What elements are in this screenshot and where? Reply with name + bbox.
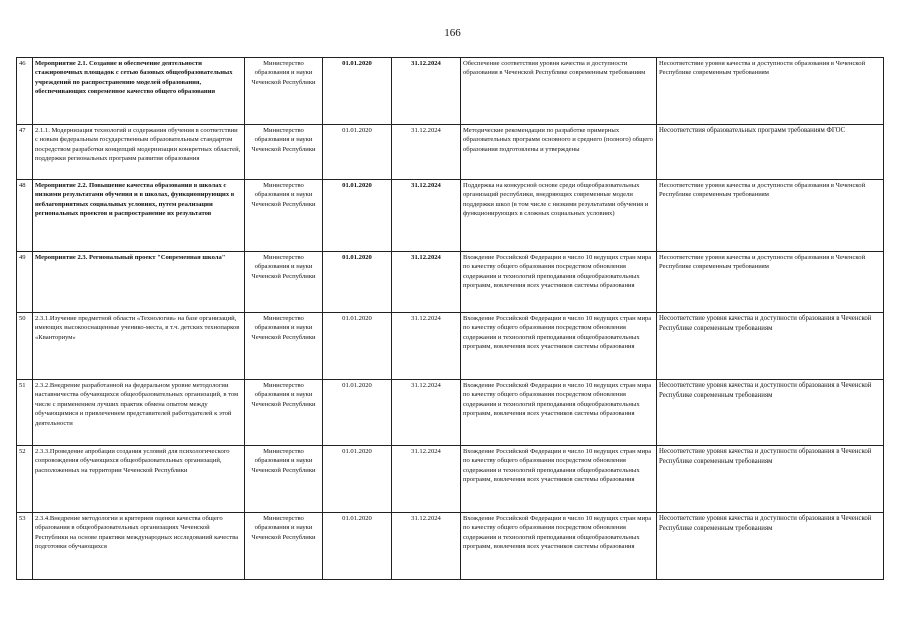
executor-cell: Министерство образования и науки Чеченской Республики (245, 180, 323, 252)
problem-cell: Несоответствие уровня качества и доступности образования в Чеченской Республике современным требованиям (657, 252, 884, 313)
activity-name-cell: 2.3.4.Внедрение методологии и критериев оценки качества общего образования в общеобразовательных организациях Чеченской Республики на основе практики международных исследований качества подготовки обучающихся (33, 513, 245, 580)
executor-cell: Министерство образования и науки Чеченской Республики (245, 313, 323, 380)
executor-cell: Министерство образования и науки Чеченской Республики (245, 58, 323, 125)
table-row (17, 58, 884, 125)
end-date-cell: 31.12.2024 (392, 180, 461, 252)
problem-cell: Несоответствие уровня качества и доступности образования в Чеченской Республике современным требованиям (657, 446, 884, 513)
start-date-cell: 01.01.2020 (323, 380, 392, 446)
expected-result-cell: Вхождение Российской Федерации в число 10 ведущих стран мира по качеству общего образования посредством обновления содержания и технологий преподавания общеобразовательных программ, вовлечения всех участников системы образования (461, 252, 657, 313)
row-number-cell: 47 (17, 125, 33, 180)
expected-result-cell: Обеспечение соответствия уровня качества и доступности образования в Чеченской Республике современным требованиям (461, 58, 657, 125)
problem-cell: Несоответствия образовательных программ требованиям ФГОС (657, 125, 884, 180)
start-date-cell: 01.01.2020 (323, 180, 392, 252)
row-number-cell: 50 (17, 313, 33, 380)
row-number-cell: 52 (17, 446, 33, 513)
end-date-cell: 31.12.2024 (392, 313, 461, 380)
problem-cell: Несоответствие уровня качества и доступности образования в Чеченской Республике современным требованиям (657, 513, 884, 580)
program-table (16, 57, 884, 580)
expected-result-cell: Вхождение Российской Федерации в число 10 ведущих стран мира по качеству общего образования посредством обновления содержания и технологий преподавания общеобразовательных программ, вовлечения всех участников системы образования (461, 313, 657, 380)
table-row (17, 313, 884, 380)
expected-result-cell: Методические рекомендации по разработке примерных образовательных программ основного и среднего (полного) общего образования подготовлены и утверждены (461, 125, 657, 180)
executor-cell: Министерство образования и науки Чеченской Республики (245, 513, 323, 580)
end-date-cell: 31.12.2024 (392, 125, 461, 180)
page-number: 166 (444, 27, 461, 39)
row-number-cell: 49 (17, 252, 33, 313)
activity-name-cell: Мероприятие 2.1. Создание и обеспечение деятельности стажировочных площадок с сетью базовых общеобразовательных учреждений по распространению моделей образования, обеспечивающих современное качество общего образования (33, 58, 245, 125)
row-number-cell: 48 (17, 180, 33, 252)
problem-cell: Несоответствие уровня качества и доступности образования в Чеченской Республике современным требованиям (657, 313, 884, 380)
row-number-cell: 51 (17, 380, 33, 446)
activity-name-cell: Мероприятие 2.2. Повышение качества образования в школах с низкими результатами обучения и в школах, функционирующих в неблагоприятных социальных условиях, путем реализации региональных проектов и распространение их результатов (33, 180, 245, 252)
start-date-cell: 01.01.2020 (323, 252, 392, 313)
row-number-cell: 53 (17, 513, 33, 580)
activity-name-cell: Мероприятие 2.3. Региональный проект "Современная школа" (33, 252, 245, 313)
expected-result-cell: Поддержка на конкурсной основе среди общеобразовательных организаций республики, внедряющих современные модели поддержки школ (в том числе с низкими результатами обучения и функционирующих в сложных социальных условиях) (461, 180, 657, 252)
table-row (17, 125, 884, 180)
expected-result-cell: Вхождение Российской Федерации в число 10 ведущих стран мира по качеству общего образования посредством обновления содержания и технологий преподавания общеобразовательных программ, вовлечения всех участников системы образования (461, 446, 657, 513)
start-date-cell: 01.01.2020 (323, 313, 392, 380)
expected-result-cell: Вхождение Российской Федерации в число 10 ведущих стран мира по качеству общего образования посредством обновления содержания и технологий преподавания общеобразовательных программ, вовлечения всех участников системы образования (461, 513, 657, 580)
start-date-cell: 01.01.2020 (323, 125, 392, 180)
executor-cell: Министерство образования и науки Чеченской Республики (245, 125, 323, 180)
problem-cell: Несоответствие уровня качества и доступности образования в Чеченской Республике современным требованиям (657, 180, 884, 252)
table-row (17, 380, 884, 446)
table-row (17, 513, 884, 580)
problem-cell: Несоответствие уровня качества и доступности образования в Чеченской Республике современным требованиям (657, 380, 884, 446)
activity-name-cell: 2.3.1.Изучение предметной области «Технология» на базе организаций, имеющих высокооснащенные ученико-места, в т.ч. детских технопарков «Кванториум» (33, 313, 245, 380)
end-date-cell: 31.12.2024 (392, 252, 461, 313)
row-number-cell: 46 (17, 58, 33, 125)
activity-name-cell: 2.1.1. Модернизация технологий и содержания обучения в соответствии с новым федеральным государственным образовательным стандартом посредством разработки концепций модернизации конкретных областей, поддержки региональных программ развития образования (33, 125, 245, 180)
table-row (17, 180, 884, 252)
activity-name-cell: 2.3.2.Внедрение разработанной на федеральном уровне методологии наставничества обучающихся общеобразовательных организаций, в том числе с применением лучших практик обмена опытом между обучающимися и привлечением представителей работодателей к этой деятельности (33, 380, 245, 446)
executor-cell: Министерство образования и науки Чеченской Республики (245, 380, 323, 446)
start-date-cell: 01.01.2020 (323, 58, 392, 125)
executor-cell: Министерство образования и науки Чеченской Республики (245, 446, 323, 513)
start-date-cell: 01.01.2020 (323, 446, 392, 513)
expected-result-cell: Вхождение Российской Федерации в число 10 ведущих стран мира по качеству общего образования посредством обновления содержания и технологий преподавания общеобразовательных программ, вовлечения всех участников системы образования (461, 380, 657, 446)
table-row (17, 252, 884, 313)
activity-name-cell: 2.3.3.Проведение апробации создания условий для психологического сопровождения обучающихся общеобразовательных организаций, расположенных на территории Чеченской Республики (33, 446, 245, 513)
table-row (17, 446, 884, 513)
end-date-cell: 31.12.2024 (392, 513, 461, 580)
table-body (17, 58, 884, 580)
start-date-cell: 01.01.2020 (323, 513, 392, 580)
end-date-cell: 31.12.2024 (392, 380, 461, 446)
end-date-cell: 31.12.2024 (392, 58, 461, 125)
executor-cell: Министерство образования и науки Чеченской Республики (245, 252, 323, 313)
problem-cell: Несоответствие уровня качества и доступности образования в Чеченской Республике современным требованиям (657, 58, 884, 125)
end-date-cell: 31.12.2024 (392, 446, 461, 513)
